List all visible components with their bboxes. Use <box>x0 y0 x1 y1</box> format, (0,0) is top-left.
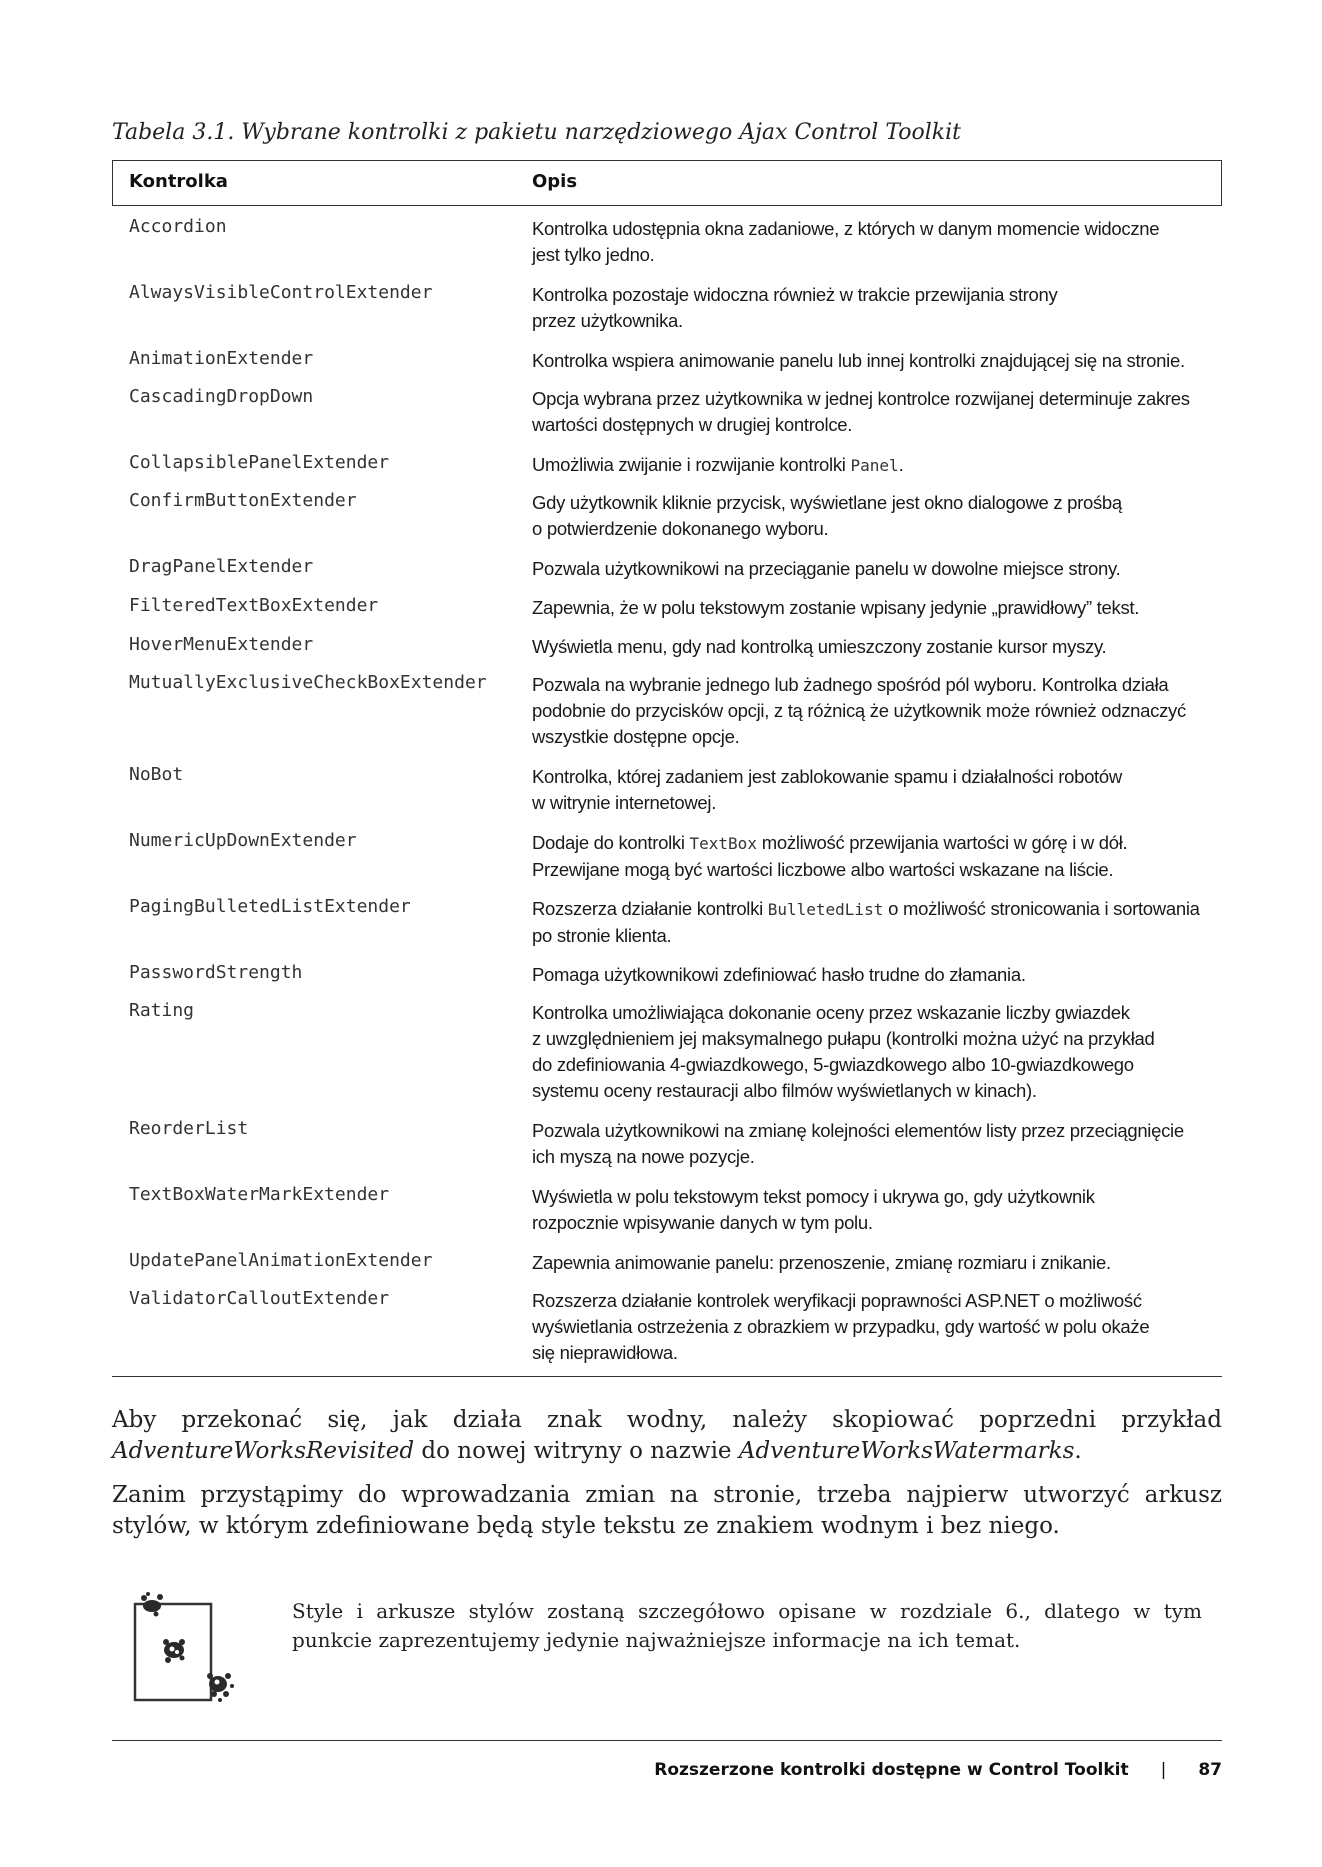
control-description <box>532 962 1222 988</box>
desc-line: Kontrolka, której zadaniem jest zablokowanie spamu i działalności robotów <box>532 766 1122 787</box>
desc-line: w witrynie internetowej. <box>532 792 717 813</box>
control-description <box>532 1000 1222 1104</box>
control-name: AlwaysVisibleControlExtender <box>129 282 433 303</box>
control-name: UpdatePanelAnimationExtender <box>129 1250 433 1271</box>
control-description <box>532 452 1222 479</box>
desc-line: wartości dostępnych w drugiej kontrolce. <box>532 414 853 435</box>
desc-line: Przewijane mogą być wartości liczbowe albo wartości wskazane na liście. <box>532 859 1114 880</box>
control-description <box>532 830 1222 883</box>
control-description <box>532 634 1222 660</box>
control-name: PagingBulletedListExtender <box>129 896 411 917</box>
desc-line: podobnie do przycisków opcji, z tą różnicą że użytkownik może również odznaczyć <box>532 700 1186 721</box>
paragraph-text: Aby przekonać się, jak działa znak wodny, należy skopiować poprzedni przykład <box>112 1407 1222 1433</box>
desc-line: Kontrolka pozostaje widoczna również w trakcie przewijania strony <box>532 284 1058 305</box>
control-name: AnimationExtender <box>129 348 314 369</box>
control-description <box>532 595 1222 621</box>
control-name: NumericUpDownExtender <box>129 830 357 851</box>
desc-text: o możliwość stronicowania i sortowania <box>883 898 1200 919</box>
paragraph-watermark-intro <box>112 1405 1222 1467</box>
desc-text: Rozszerza działanie kontrolki <box>532 898 768 919</box>
footer-separator: | <box>1160 1760 1167 1780</box>
control-description <box>532 1250 1222 1276</box>
desc-text: Dodaje do kontrolki <box>532 832 690 853</box>
note-text: Style i arkusze stylów zostaną szczegółowo opisane w rozdziale 6., dlatego w tym punkcie zaprezentujemy jedynie najważniejsze informacje na ich temat. <box>292 1599 1202 1652</box>
desc-line: rozpocznie wpisywanie danych w tym polu. <box>532 1212 873 1233</box>
control-name: PasswordStrength <box>129 962 303 983</box>
desc-line: Opcja wybrana przez użytkownika w jednej kontrolce rozwijanej determinuje zakres <box>532 388 1190 409</box>
control-name: TextBoxWaterMarkExtender <box>129 1184 390 1205</box>
desc-code: TextBox <box>689 834 757 853</box>
desc-code: BulletedList <box>767 900 884 919</box>
control-description <box>532 672 1222 750</box>
control-description <box>532 348 1222 374</box>
control-name: CollapsiblePanelExtender <box>129 452 390 473</box>
table-caption: Tabela 3.1. Wybrane kontrolki z pakietu narzędziowego Ajax Control Toolkit <box>112 120 962 145</box>
desc-code: Panel <box>850 456 899 475</box>
scorpion-note-icon <box>132 1592 242 1704</box>
controls-table <box>112 160 1222 1363</box>
desc-line: Gdy użytkownik kliknie przycisk, wyświetlane jest okno dialogowe z prośbą <box>532 492 1122 513</box>
page-footer <box>654 1760 1222 1780</box>
control-description <box>532 1288 1222 1366</box>
desc-line: wyświetlania ostrzeżenia z obrazkiem w przypadku, gdy wartość w polu okaże <box>532 1316 1150 1337</box>
table-bottom-rule <box>112 1376 1222 1377</box>
control-name: ValidatorCalloutExtender <box>129 1288 390 1309</box>
desc-line: po stronie klienta. <box>532 925 672 946</box>
control-name: CascadingDropDown <box>129 386 314 407</box>
desc-line: Kontrolka udostępnia okna zadaniowe, z których w danym momencie widoczne <box>532 218 1160 239</box>
desc-line: Zapewnia animowanie panelu: przenoszenie, zmianę rozmiaru i znikanie. <box>532 1252 1111 1273</box>
desc-line: Zapewnia, że w polu tekstowym zostanie wpisany jedynie „prawidłowy” tekst. <box>532 597 1140 618</box>
control-name: Rating <box>129 1000 195 1021</box>
header-kontrolka: Kontrolka <box>129 171 228 192</box>
desc-line: o potwierdzenie dokonanego wyboru. <box>532 518 829 539</box>
desc-line: wszystkie dostępne opcje. <box>532 726 740 747</box>
desc-text: możliwość przewijania wartości w górę i w dół. <box>756 832 1128 853</box>
paragraph-text: do nowej witryny o nazwie <box>414 1438 739 1464</box>
desc-line: Pozwala na wybranie jednego lub żadnego spośród pól wyboru. Kontrolka działa <box>532 674 1169 695</box>
control-description <box>532 1118 1222 1170</box>
control-description <box>532 556 1222 582</box>
control-description <box>532 386 1222 438</box>
paragraph-stylesheet: Zanim przystąpimy do wprowadzania zmian na stronie, trzeba najpierw utworzyć arkusz stylów, w którym zdefiniowane będą style tekstu ze znakiem wodnym i bez niego. <box>112 1482 1222 1539</box>
page-number: 87 <box>1198 1760 1222 1780</box>
control-description <box>532 1184 1222 1236</box>
desc-line: przez użytkownika. <box>532 310 683 331</box>
desc-line: systemu oceny restauracji albo filmów wyświetlanych w kinach). <box>532 1080 1037 1101</box>
desc-line: Pozwala użytkownikowi na zmianę kolejności elementów listy przez przeciągnięcie <box>532 1120 1184 1141</box>
table-header <box>112 160 1222 206</box>
desc-line <box>532 896 1222 923</box>
control-name: ReorderList <box>129 1118 249 1139</box>
desc-line: Pomaga użytkownikowi zdefiniować hasło trudne do złamania. <box>532 964 1026 985</box>
control-name: DragPanelExtender <box>129 556 314 577</box>
desc-line: się nieprawidłowa. <box>532 1342 678 1363</box>
desc-line: ich myszą na nowe pozycje. <box>532 1146 755 1167</box>
desc-line: Wyświetla w polu tekstowym tekst pomocy i ukrywa go, gdy użytkownik <box>532 1186 1095 1207</box>
desc-text: Umożliwia zwijanie i rozwijanie kontrolki <box>532 454 851 475</box>
desc-text: . <box>898 454 904 475</box>
italic-site-name: AdventureWorksWatermarks <box>738 1438 1075 1464</box>
control-description <box>532 490 1222 542</box>
desc-line: jest tylko jedno. <box>532 244 655 265</box>
desc-line <box>532 830 1222 857</box>
control-name: ConfirmButtonExtender <box>129 490 357 511</box>
desc-line: do zdefiniowania 4-gwiazdkowego, 5-gwiazdkowego albo 10-gwiazdkowego <box>532 1054 1134 1075</box>
control-description <box>532 282 1222 334</box>
desc-line: Kontrolka umożliwiająca dokonanie oceny przez wskazanie liczby gwiazdek <box>532 1002 1130 1023</box>
control-name: MutuallyExclusiveCheckBoxExtender <box>129 672 487 693</box>
desc-line: Wyświetla menu, gdy nad kontrolką umieszczony zostanie kursor myszy. <box>532 636 1107 657</box>
control-name: Accordion <box>129 216 227 237</box>
footer-title: Rozszerzone kontrolki dostępne w Control Toolkit <box>654 1760 1129 1780</box>
header-opis: Opis <box>532 171 578 192</box>
footer-rule <box>112 1740 1222 1741</box>
italic-site-name: AdventureWorksRevisited <box>112 1438 415 1464</box>
control-description <box>532 216 1222 268</box>
desc-line: Pozwala użytkownikowi na przeciąganie panelu w dowolne miejsce strony. <box>532 558 1121 579</box>
desc-line: Rozszerza działanie kontrolek weryfikacji poprawności ASP.NET o możliwość <box>532 1290 1142 1311</box>
control-name: NoBot <box>129 764 184 785</box>
control-name: FilteredTextBoxExtender <box>129 595 379 616</box>
paragraph-text: . <box>1074 1438 1082 1464</box>
desc-line: Kontrolka wspiera animowanie panelu lub innej kontrolki znajdującej się na stronie. <box>532 350 1185 371</box>
desc-line <box>532 452 1222 479</box>
desc-line: z uwzględnieniem jej maksymalnego pułapu (kontrolki można użyć na przykład <box>532 1028 1155 1049</box>
control-description <box>532 896 1222 949</box>
control-name: HoverMenuExtender <box>129 634 314 655</box>
control-description <box>532 764 1222 816</box>
